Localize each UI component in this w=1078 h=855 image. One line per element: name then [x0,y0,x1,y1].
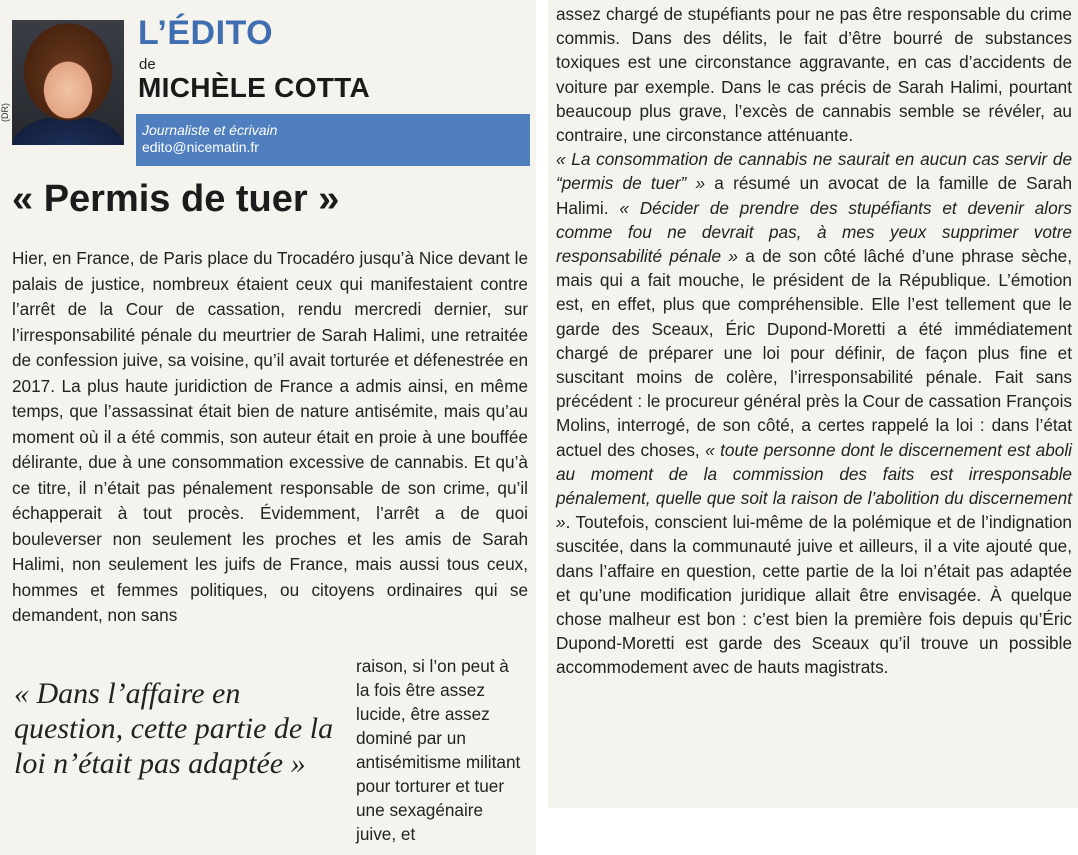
author-name: MICHÈLE COTTA [138,72,371,103]
quote-prosecutor: « toute personne dont le discernement est aboli au moment de la commission des faits est irresponsable pénalement, quelle que soit la raison de l’abolition du discernement » [556,439,1072,533]
author-email[interactable]: edito@nicematin.fr [142,139,259,155]
article-body-right [556,2,1072,680]
right-text-2: a de son côté lâché d’une phrase sèche, mais qui a fait mouche, le président de la République. L’émotion est, en effet, plus que compréhensible. Elle l’est tellement que le garde des Sceaux, Éric Dupond-Moretti a été immédiatement chargé de préparer une loi pour définir, de façon plus fine et suscitant moins de colère, l’irresponsabilité pénale. Fait sans précédent : le procureur général près la Cour de cassation François Molins, interrogé, de son côté, a certes rappelé la loi : dans l’état actuel des choses, [556,246,1072,460]
photo-credit: (DR) [0,103,10,122]
right-text-3: . Toutefois, conscient lui-même de la polémique et de l’indignation suscitée, dans la communauté juive et ailleurs, il a vite ajouté que, dans l’affaire en question, cette partie de la loi n’était pas adaptée et qu’une modification juridique allait être envisagée. À quelque chose malheur est bon : c’est bien la première fois depuis qu’Éric Dupond-Moretti est garde des Sceaux qu’il trouve un possible accommodement avec de hauts magistrats. [556,512,1072,678]
quote-president: « Décider de prendre des stupéfiants et devenir alors comme fou ne devrait pas, à mes yeux supprimer votre responsabilité pénale » [556,197,1072,267]
author-role: Journaliste et écrivain [142,122,278,138]
pull-quote: « Dans l’affaire en question, cette partie de la loi n’était pas adaptée » [14,677,334,780]
edito-kicker: L’ÉDITO [138,14,274,52]
right-paragraph-1: assez chargé de stupéfiants pour ne pas être responsable du crime commis. Dans des délits, le fait d’être bourré de substances toxiques est une circonstance aggravante, en cas d’accidents de voiture par exemple. Dans le cas précis de Sarah Halimi, pourtant beaucoup plus grave, l’excès de cannabis semble se révéler, au contraire, une circonstance atténuante. [556,4,1072,146]
author-bio-box [136,114,530,166]
article-title: « Permis de tuer » [12,178,340,220]
article-body-left-continued: raison, si l’on peut à la fois être assez lucide, être assez dominé par un antisémitisme militant pour torturer et tuer une sexagénaire juive, et [356,656,521,844]
byline-de: de [139,56,156,73]
quote-lawyer: « La consommation de cannabis ne saurait en aucun cas servir de “permis de tuer” » [556,149,1072,194]
article-body-left: Hier, en France, de Paris place du Trocadéro jusqu’à Nice devant le palais de justice, nombreux étaient ceux qui manifestaient contre l’arrêt de la Cour de cassation, rendu mercredi dernier, sur l’irresponsabilité pénale du meurtrier de Sarah Halimi, une retraitée de confession juive, sa voisine, qu’il avait torturée et défenestrée en 2017. La plus haute juridiction de France a admis ainsi, en même temps, que l’assassinat était bien de nature antisémite, mais qu’au moment où il a été commis, son auteur était en proie à une bouffée délirante, due à une consommation excessive de cannabis. Et qu’à ce titre, il n’était pas pénalement responsable de son crime, qu’il échapperait à tout procès. Évidemment, l’arrêt a de quoi bouleverser non seulement les proches et les amis de Sarah Halimi, non seulement les juifs de France, mais aussi tous ceux, hommes et femmes politiques, ou citoyens ordinaires qui se demandent, non sans [12,248,528,625]
right-text-1: a résumé un avocat de la famille de Sarah Halimi. [556,173,1073,218]
author-photo [12,20,124,145]
